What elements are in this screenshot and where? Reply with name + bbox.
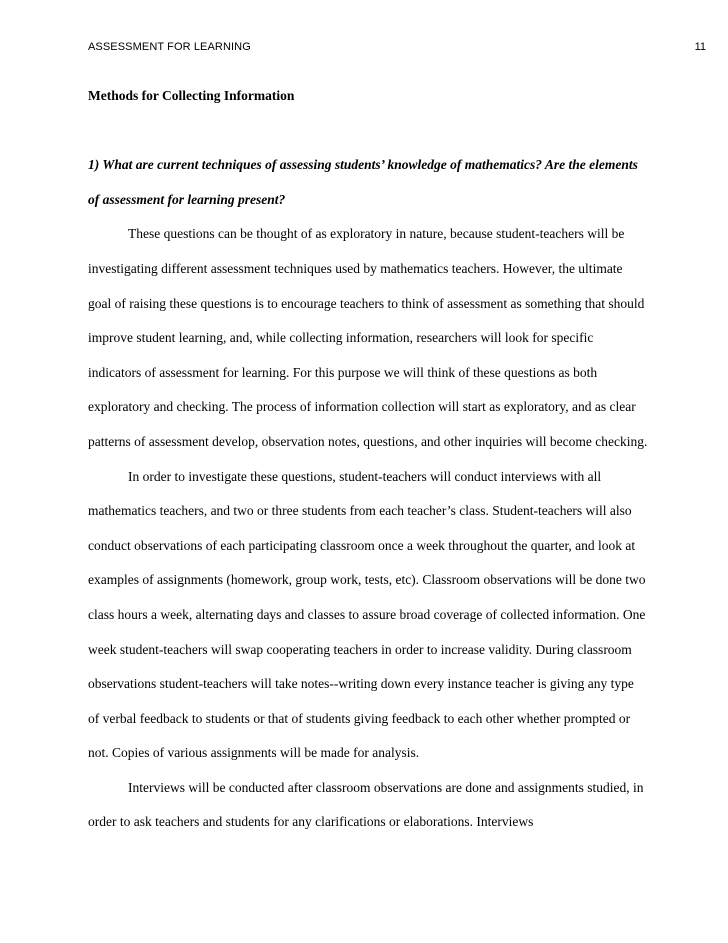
running-head: ASSESSMENT FOR LEARNING	[88, 41, 251, 53]
paragraph: These questions can be thought of as exploratory in nature, because student-teachers will be investigating different assessment techniques used by mathematics teachers. However, the ultimate goal of raising these questions is to encourage teachers to think of assessment as something that should improve student learning, and, while collecting information, researchers will look for specific indicators of assessment for learning. For this purpose we will think of these questions as both exploratory and checking. The process of information collection will start as exploratory, and as clear patterns of assessment develop, observation notes, questions, and other inquiries will become checking.	[88, 226, 648, 449]
paragraph: Interviews will be conducted after classroom observations are done and assignments studied, in order to ask teachers and students for any clarifications or elaborations. Interviews	[88, 779, 644, 830]
document-body	[88, 79, 648, 840]
research-question: 1) What are current techniques of assessing students’ knowledge of mathematics? Are the elements of assessment for learning present?	[88, 157, 638, 207]
page-number: 11	[694, 41, 706, 53]
section-heading: Methods for Collecting Information	[88, 88, 295, 103]
paragraph: In order to investigate these questions, student-teachers will conduct interviews with all mathematics teachers, and two or three students from each teacher’s class. Student-teachers will also conduct observations of each participating classroom once a week throughout the quarter, and look at examples of assignments (homework, group work, tests, etc). Classroom observations will be done two class hours a week, alternating days and classes to assure broad coverage of collected information. One week student-teachers will swap cooperating teachers in order to increase validity. During classroom observations student-teachers will take notes--writing down every instance teacher is giving any type of verbal feedback to students or that of students giving feedback to each other whether prompted or not. Copies of various assignments will be made for analysis.	[88, 468, 646, 761]
blank-line	[88, 114, 648, 149]
